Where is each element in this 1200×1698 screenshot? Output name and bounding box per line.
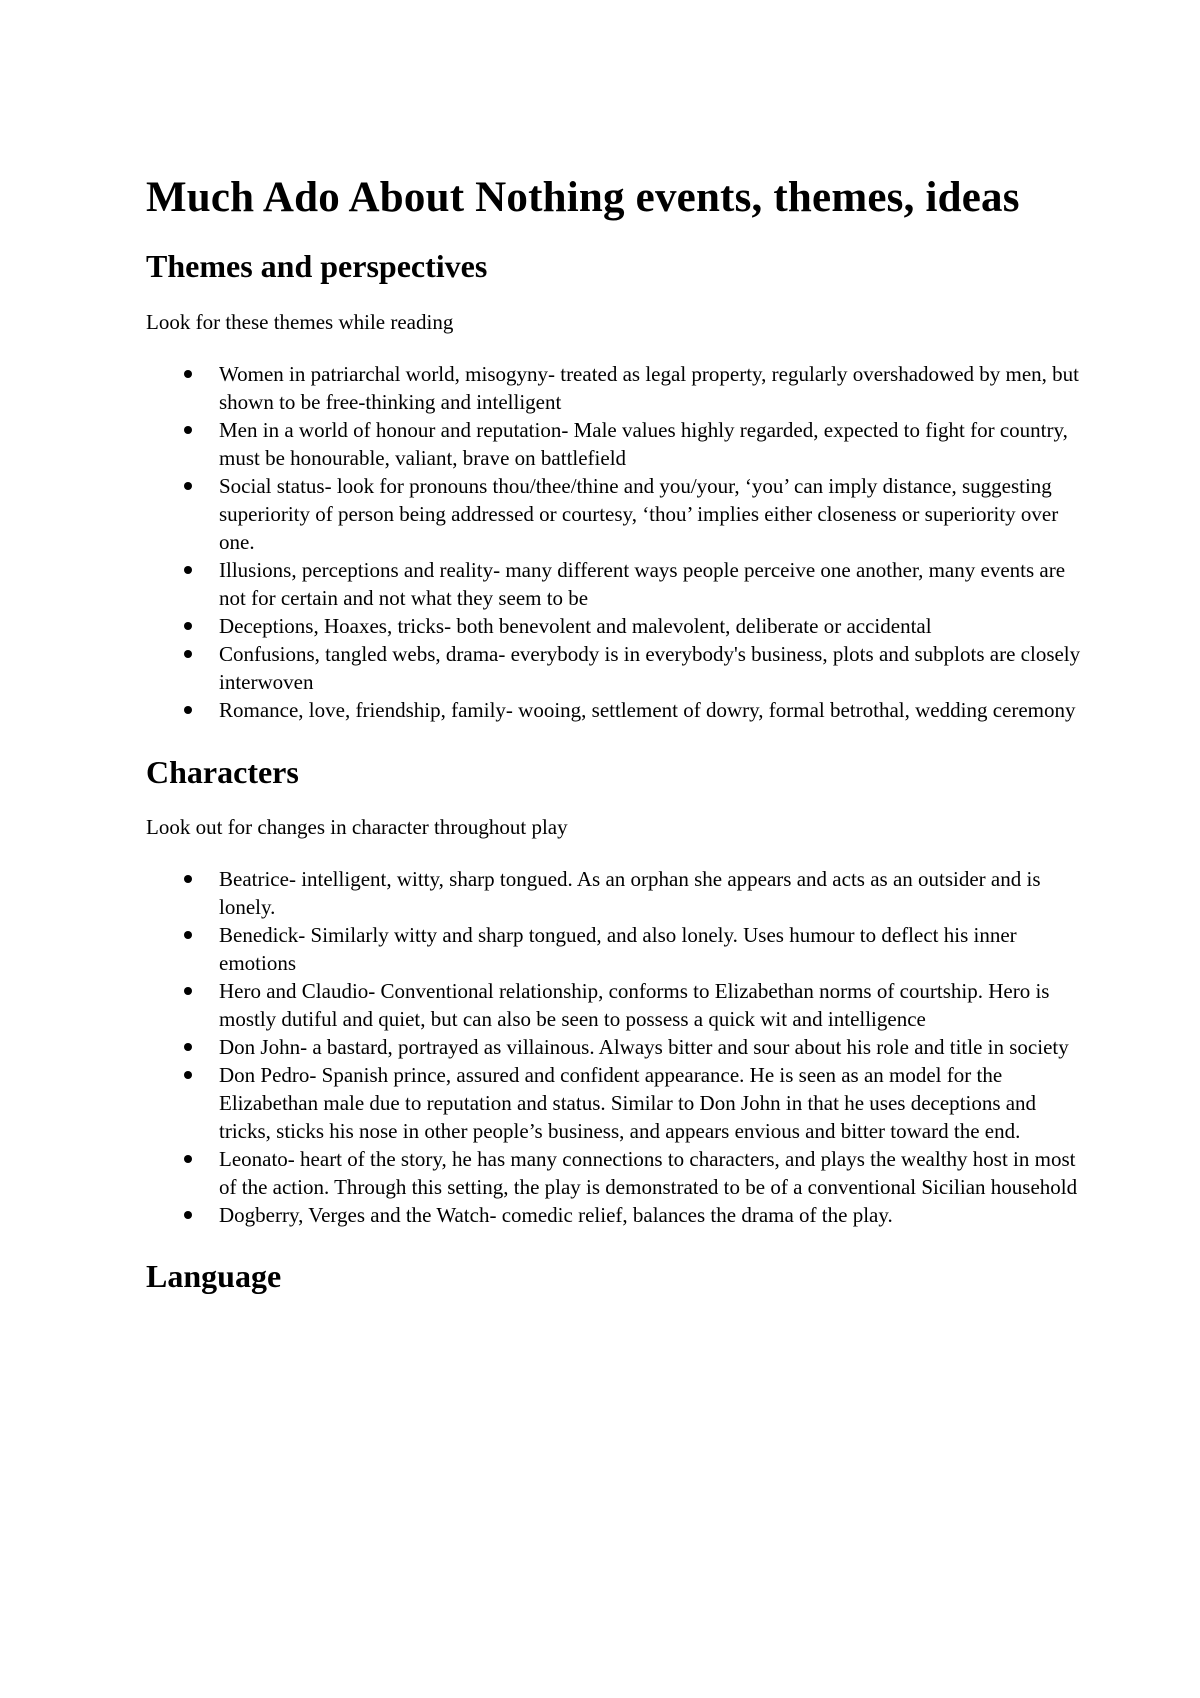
characters-list	[146, 865, 1086, 1229]
list-item: Don Pedro- Spanish prince, assured and confident appearance. He is seen as an model for the Elizabethan male due to reputation and status. Similar to Don John in that he uses deceptions and tricks, sticks his nose in other people’s business, and appears envious and bitter toward the end.	[146, 1061, 1086, 1145]
section-heading-characters: Characters	[146, 754, 299, 790]
list-item: Men in a world of honour and reputation- Male values highly regarded, expected to fight for country, must be honourable, valiant, brave on battlefield	[146, 416, 1086, 472]
list-item: Don John- a bastard, portrayed as villainous. Always bitter and sour about his role and title in society	[146, 1033, 1086, 1061]
list-item: Romance, love, friendship, family- wooing, settlement of dowry, formal betrothal, wedding ceremony	[146, 696, 1086, 724]
list-item: Dogberry, Verges and the Watch- comedic relief, balances the drama of the play.	[146, 1201, 1086, 1229]
document-title: Much Ado About Nothing events, themes, ideas	[146, 174, 1020, 221]
list-item: Leonato- heart of the story, he has many connections to characters, and plays the wealthy host in most of the action. Through this setting, the play is demonstrated to be of a conventional Sicilian household	[146, 1145, 1086, 1201]
list-item: Benedick- Similarly witty and sharp tongued, and also lonely. Uses humour to deflect his inner emotions	[146, 921, 1086, 977]
list-item: Illusions, perceptions and reality- many different ways people perceive one another, many events are not for certain and not what they seem to be	[146, 556, 1086, 612]
document-body	[146, 170, 1086, 1296]
list-item: Hero and Claudio- Conventional relationship, conforms to Elizabethan norms of courtship. Hero is mostly dutiful and quiet, but can also be seen to possess a quick wit and intelligence	[146, 977, 1086, 1033]
section-heading-language: Language	[146, 1258, 282, 1294]
list-item: Social status- look for pronouns thou/thee/thine and you/your, ‘you’ can imply distance, suggesting superiority of person being addressed or courtesy, ‘thou’ implies either closeness or superiority over one.	[146, 472, 1086, 556]
section-heading-themes: Themes and perspectives	[146, 248, 488, 284]
list-item: Deceptions, Hoaxes, tricks- both benevolent and malevolent, deliberate or accidental	[146, 612, 1086, 640]
themes-intro: Look for these themes while reading	[146, 310, 454, 334]
list-item: Women in patriarchal world, misogyny- treated as legal property, regularly overshadowed by men, but shown to be free-thinking and intelligent	[146, 360, 1086, 416]
themes-list	[146, 360, 1086, 724]
list-item: Confusions, tangled webs, drama- everybody is in everybody's business, plots and subplots are closely interwoven	[146, 640, 1086, 696]
list-item: Beatrice- intelligent, witty, sharp tongued. As an orphan she appears and acts as an outsider and is lonely.	[146, 865, 1086, 921]
characters-intro: Look out for changes in character throughout play	[146, 815, 568, 839]
